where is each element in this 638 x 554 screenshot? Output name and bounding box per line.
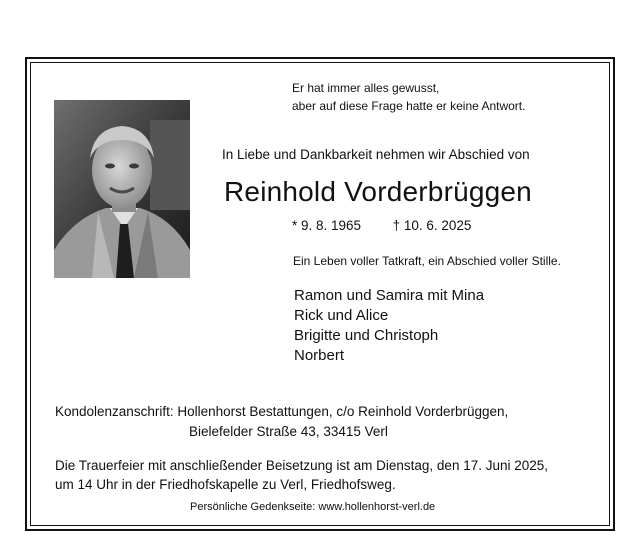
deceased-name: Reinhold Vorderbrüggen: [224, 176, 532, 207]
birth-date: * 9. 8. 1965: [292, 218, 362, 233]
memorial-website: Persönliche Gedenkseite: www.hollenhorst-verl.de: [190, 501, 436, 513]
condolence-address-line-1: Kondolenzanschrift: Hollenhorst Bestattungen, c/o Reinhold Vorderbrüggen,: [55, 404, 509, 419]
funeral-service-info: [55, 456, 548, 494]
farewell-intro: In Liebe und Dankbarkeit nehmen wir Abschied von: [222, 147, 530, 162]
motto: Ein Leben voller Tatkraft, ein Abschied voller Stille.: [293, 254, 561, 268]
family-member: Ramon und Samira mit Mina: [294, 287, 485, 304]
family-member: Rick und Alice: [294, 307, 389, 324]
funeral-service-line-1: Die Trauerfeier mit anschließender Beisetzung ist am Dienstag, den 17. Juni 2025,: [55, 458, 549, 473]
death-date: † 10. 6. 2025: [392, 218, 472, 233]
family-member: Norbert: [294, 347, 345, 364]
quote: [292, 79, 525, 115]
family-list: [294, 286, 484, 366]
condolence-address-line-2: Bielefelder Straße 43, 33415 Verl: [189, 424, 388, 439]
quote-line-2: aber auf diese Frage hatte er keine Antwort.: [292, 99, 526, 113]
life-dates: [292, 218, 471, 233]
funeral-service-line-2: um 14 Uhr in der Friedhofskapelle zu Verl, Friedhofsweg.: [55, 477, 396, 492]
quote-line-1: Er hat immer alles gewusst,: [292, 81, 440, 95]
family-member: Brigitte und Christoph: [294, 327, 439, 344]
portrait-photo: [54, 100, 190, 278]
condolence-address: [55, 402, 508, 442]
